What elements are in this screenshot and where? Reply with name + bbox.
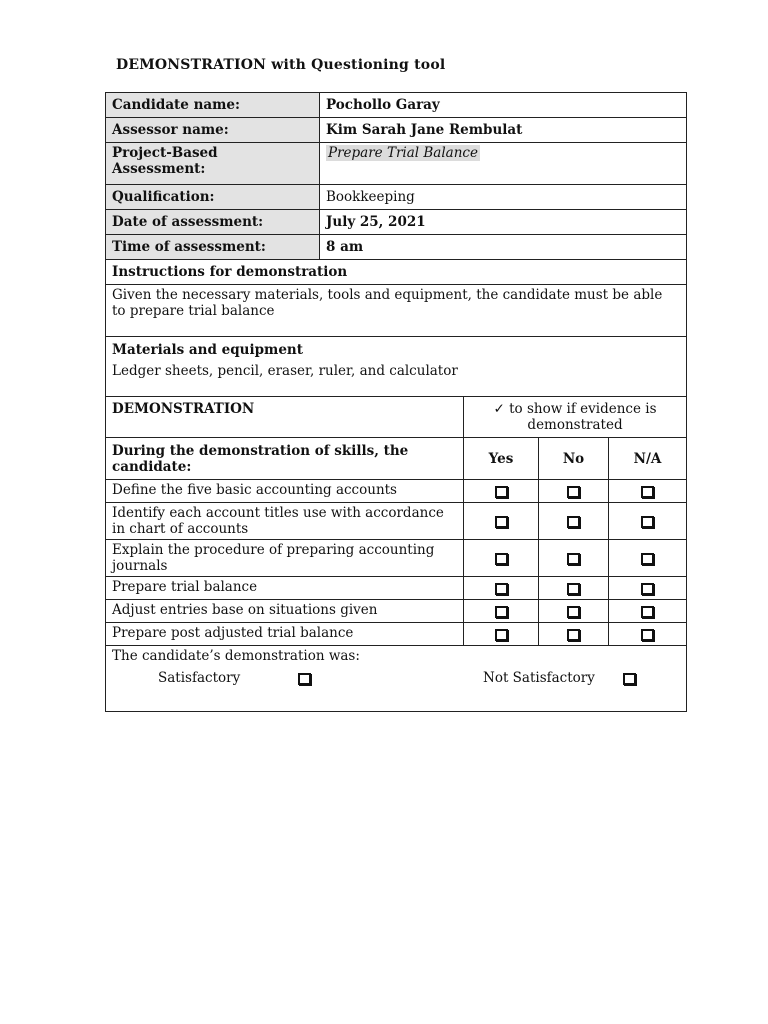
skill-row [106,480,687,503]
outcome-row [106,646,687,712]
na-cell [609,623,687,646]
na-checkbox[interactable] [641,606,654,618]
time-row [106,235,687,260]
skill-item-text: Prepare trial balance [106,577,464,600]
yes-checkbox[interactable] [495,629,508,641]
yes-cell [464,600,539,623]
materials-heading: Materials and equipment [112,342,303,358]
no-checkbox[interactable] [567,629,580,641]
check-note: ✓ to show if evidence is demonstrated [464,397,687,438]
outcome-label: The candidate’s demonstration was: [112,648,360,664]
qualification-label: Qualification: [106,185,320,210]
na-cell [609,503,687,540]
qualification-row [106,185,687,210]
na-cell [609,577,687,600]
na-checkbox[interactable] [641,629,654,641]
project-label [106,143,320,185]
no-cell [539,503,609,540]
skills-header-row [106,438,687,480]
instructions-text: Given the necessary materials, tools and equipment, the candidate must be able to prepare trial balance [106,285,687,337]
yes-checkbox[interactable] [495,606,508,618]
na-checkbox[interactable] [641,516,654,528]
assessor-value: Kim Sarah Jane Rembulat [320,118,687,143]
no-cell [539,623,609,646]
no-checkbox[interactable] [567,486,580,498]
na-cell [609,540,687,577]
yes-cell [464,480,539,503]
skill-row [106,540,687,577]
materials-row [106,337,687,397]
yes-checkbox[interactable] [495,553,508,565]
no-checkbox[interactable] [567,583,580,595]
col-yes-header: Yes [464,438,539,480]
no-cell [539,577,609,600]
no-cell [539,540,609,577]
na-cell [609,600,687,623]
na-checkbox[interactable] [641,583,654,595]
candidate-label: Candidate name: [106,93,320,118]
yes-checkbox[interactable] [495,486,508,498]
skill-item-text: Define the five basic accounting accounts [106,480,464,503]
materials-text: Ledger sheets, pencil, eraser, ruler, and calculator [112,363,458,379]
skill-item-text: Identify each account titles use with accordance in chart of accounts [106,503,464,540]
skill-item-text: Adjust entries base on situations given [106,600,464,623]
instructions-heading: Instructions for demonstration [106,260,687,285]
yes-checkbox[interactable] [495,583,508,595]
assessor-row [106,118,687,143]
skill-item-text: Explain the procedure of preparing accounting journals [106,540,464,577]
na-checkbox[interactable] [641,486,654,498]
no-checkbox[interactable] [567,606,580,618]
project-label-line-2: Assessment: [112,161,206,177]
demonstration-heading-row [106,397,687,438]
not-satisfactory-checkbox[interactable] [623,673,636,685]
satisfactory-checkbox[interactable] [298,673,311,685]
assessor-label: Assessor name: [106,118,320,143]
candidate-value: Pochollo Garay [320,93,687,118]
na-checkbox[interactable] [641,553,654,565]
outcome-cell [106,646,687,712]
col-na-header: N/A [609,438,687,480]
no-cell [539,600,609,623]
instructions-heading-row [106,260,687,285]
project-value-cell [320,143,687,185]
skills-heading: During the demonstration of skills, the candidate: [106,438,464,480]
outcome-options [112,670,680,690]
col-no-header: No [539,438,609,480]
date-value: July 25, 2021 [320,210,687,235]
yes-cell [464,623,539,646]
project-label-line-1: Project-Based [112,145,218,161]
qualification-value: Bookkeeping [320,185,687,210]
assessment-form-table [105,92,687,712]
instructions-text-row [106,285,687,337]
candidate-row [106,93,687,118]
skill-item-text: Prepare post adjusted trial balance [106,623,464,646]
date-label: Date of assessment: [106,210,320,235]
not-satisfactory-label: Not Satisfactory [483,670,595,686]
yes-checkbox[interactable] [495,516,508,528]
time-value: 8 am [320,235,687,260]
materials-cell [106,337,687,397]
yes-cell [464,503,539,540]
skill-row [106,503,687,540]
no-cell [539,480,609,503]
no-checkbox[interactable] [567,516,580,528]
skill-row [106,600,687,623]
no-checkbox[interactable] [567,553,580,565]
yes-cell [464,577,539,600]
yes-cell [464,540,539,577]
satisfactory-label: Satisfactory [158,670,241,686]
project-value: Prepare Trial Balance [328,145,478,161]
demonstration-heading: DEMONSTRATION [106,397,464,438]
project-row [106,143,687,185]
time-label: Time of assessment: [106,235,320,260]
skill-row [106,577,687,600]
na-cell [609,480,687,503]
document-title: DEMONSTRATION with Questioning tool [116,57,446,73]
skill-row [106,623,687,646]
date-row [106,210,687,235]
